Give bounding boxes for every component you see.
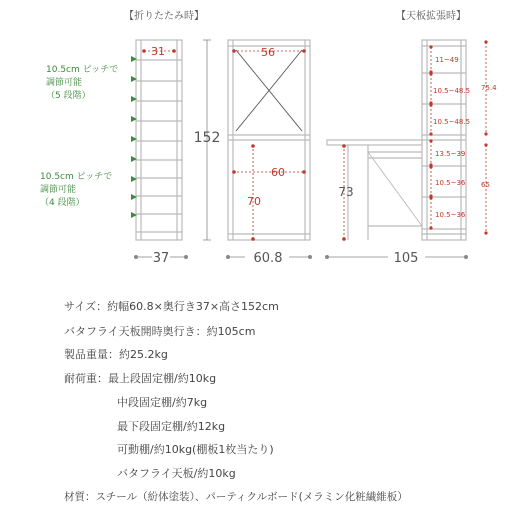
side-depth-label: 37 (152, 251, 170, 266)
dim-point (484, 40, 487, 43)
dim-point (342, 237, 346, 241)
extended-width-label: 105 (393, 251, 419, 266)
dim-point (251, 237, 255, 241)
top-width-label: 56 (261, 46, 275, 59)
lower-width-label: 60 (271, 166, 285, 179)
header-extended: 【天板拡張時】 (396, 11, 466, 22)
pitch-label: 10.5~48.5 (433, 87, 471, 95)
pitch-label: 10.5~48.5 (433, 118, 471, 126)
pitch-labels (433, 56, 470, 219)
spec-load-middle: 中段固定棚/約7kg (117, 396, 208, 409)
spec-size: サイズ：約幅60.8×奥行き37×高さ152cm (64, 300, 279, 313)
spec-load-butterfly: バタフライ天板/約10kg (117, 467, 236, 480)
spec-load-movable: 可動棚/約10kg(棚板1枚当たり) (117, 443, 274, 456)
lower-height-label: 70 (247, 195, 261, 208)
pitch-label: 10.5~36 (435, 211, 466, 219)
pitch-points (429, 45, 432, 229)
note-line: （5 段階） (46, 91, 91, 101)
dim-point (232, 49, 236, 53)
note-line: （4 段階） (40, 198, 85, 208)
pitch-label: 13.5~39 (435, 150, 466, 158)
dim-point (342, 144, 346, 148)
side-view-rack (136, 40, 182, 240)
spec-load-top: 耐荷重：最上段固定棚/約10kg (64, 372, 217, 385)
height-label: 152 (193, 130, 221, 146)
dim-point (302, 49, 306, 53)
dim-point (172, 49, 176, 53)
side-inner-width-label: 31 (151, 45, 165, 58)
cross-brace (236, 50, 302, 131)
spec-load-bottom: 最下段固定棚/約12kg (117, 420, 226, 433)
dim-point (302, 170, 306, 174)
header-folded: 【折りたたみ時】 (124, 11, 204, 22)
pitch-label: 10.5~36 (435, 179, 466, 187)
right-upper-label: 75.4 (481, 84, 497, 92)
note-line: 10.5cm ピッチで (40, 172, 113, 182)
dim-point (251, 144, 255, 148)
front-width-label: 60.8 (253, 251, 283, 266)
spec-material: 材質：スチール（紛体塗装）、パーティクルボード(メラミン化粧繊維板） (64, 491, 408, 503)
note-line: 10.5cm ピッチで (46, 65, 119, 75)
note-line: 調節可能 (40, 185, 77, 195)
dim-point (484, 132, 487, 135)
dim-point (232, 170, 236, 174)
note-line: 調節可能 (46, 78, 83, 88)
front-view-rack (228, 40, 310, 240)
dim-point (142, 49, 146, 53)
dim-point (484, 143, 487, 146)
pitch-label: 11~49 (435, 56, 459, 64)
right-lower-label: 65 (481, 181, 490, 189)
extended-side-rack (422, 40, 466, 240)
spec-open-depth: バタフライ天板開時奥行き：約105cm (64, 325, 256, 338)
table-height-label: 73 (338, 185, 354, 199)
spec-weight: 製品重量：約25.2kg (64, 348, 168, 361)
dim-point (484, 231, 487, 234)
